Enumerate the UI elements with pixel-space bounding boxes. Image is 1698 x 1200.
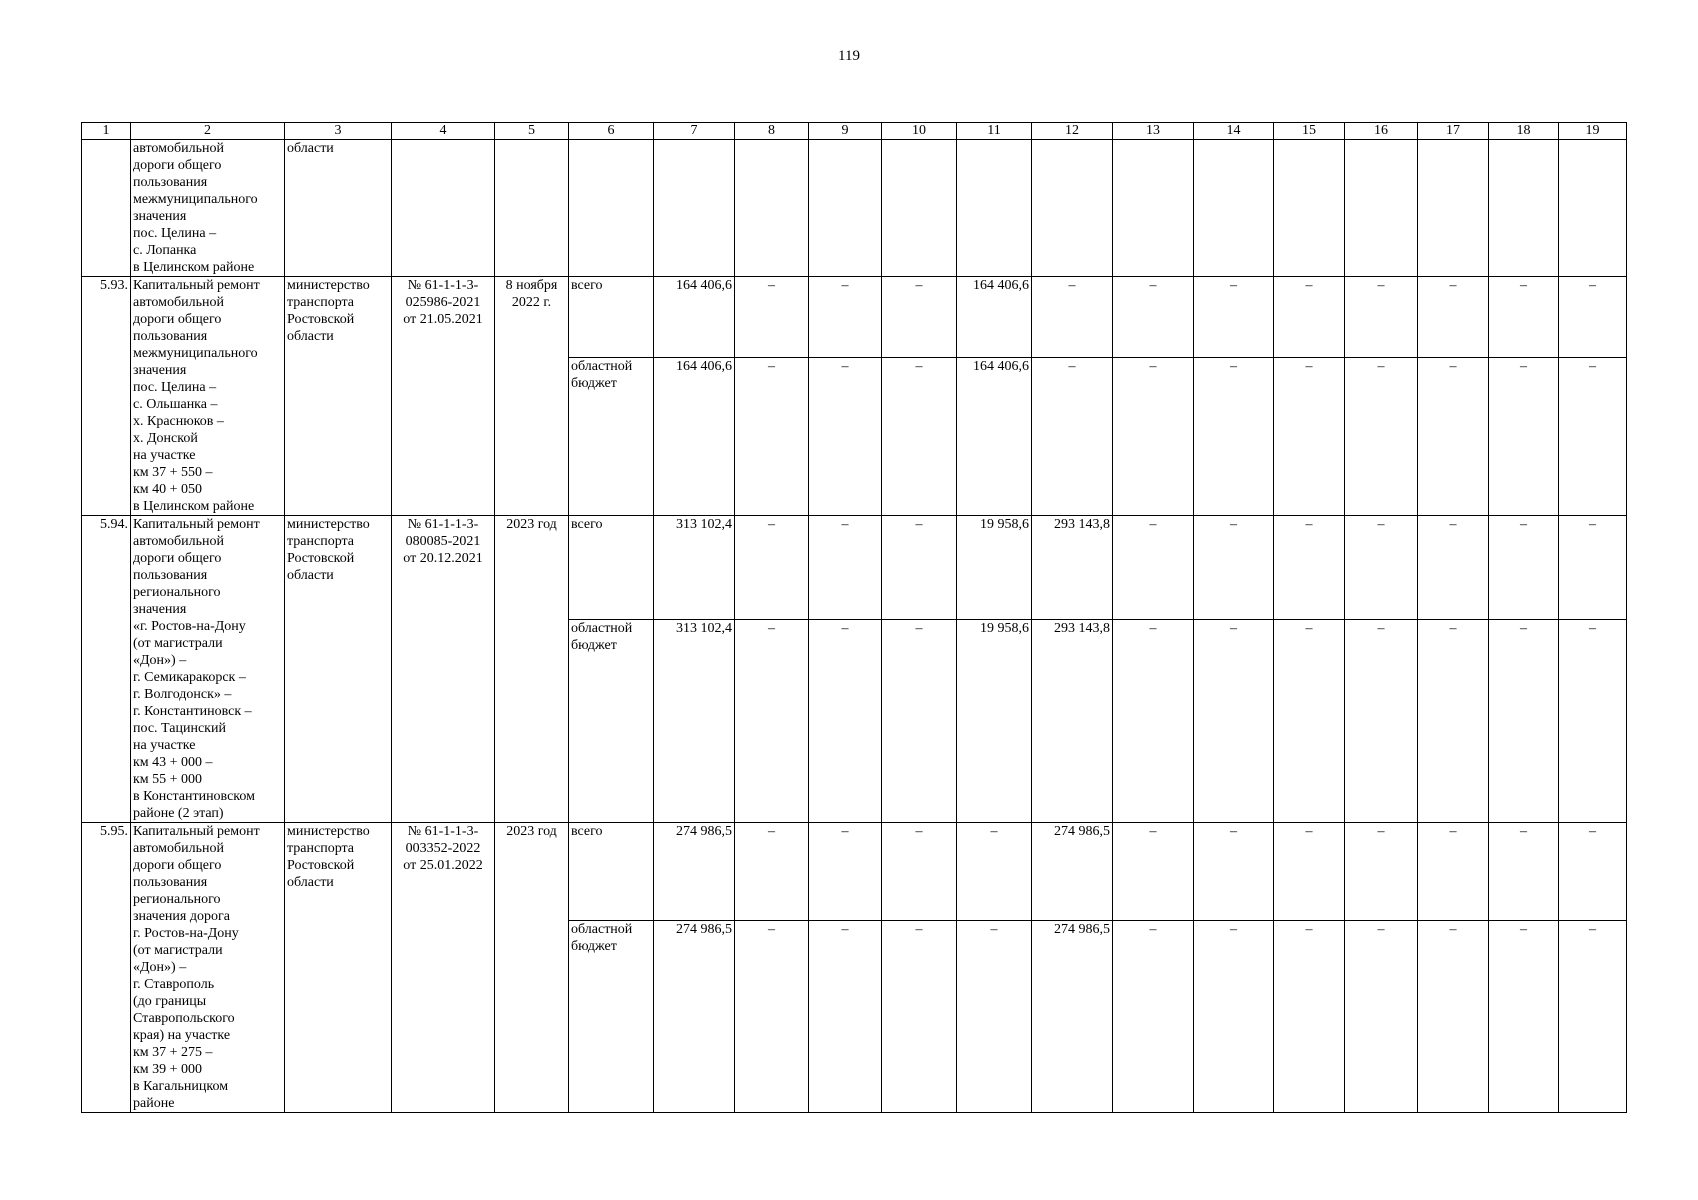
amount-cell: 274 986,5 <box>654 823 735 921</box>
item-row-total <box>82 516 1627 620</box>
amount-cell: – <box>809 516 882 620</box>
amount-cell: – <box>735 358 809 516</box>
amount-cell: – <box>957 921 1032 1113</box>
amount-cell: – <box>1113 516 1194 620</box>
amount-cell: – <box>1559 277 1627 358</box>
responsible-cell: министерство транспорта Ростовской области <box>285 516 392 823</box>
column-header: 4 <box>392 123 495 140</box>
amount-cell: – <box>1418 358 1489 516</box>
continuation-row <box>82 140 1627 277</box>
amount-cell: – <box>1113 823 1194 921</box>
amount-cell: 164 406,6 <box>654 358 735 516</box>
amount-cell: – <box>809 921 882 1113</box>
column-numbers-row <box>82 123 1627 140</box>
amount-cell: – <box>882 358 957 516</box>
funding-source-cell: областной бюджет <box>569 620 654 823</box>
page-number: 119 <box>838 48 860 64</box>
responsible-cell: области <box>285 140 392 277</box>
column-header: 3 <box>285 123 392 140</box>
column-header: 19 <box>1559 123 1627 140</box>
column-header: 16 <box>1345 123 1418 140</box>
amount-cell: – <box>1418 921 1489 1113</box>
column-header: 11 <box>957 123 1032 140</box>
amount-cell: – <box>1194 620 1274 823</box>
item-row-total <box>82 277 1627 358</box>
amount-cell: – <box>1559 516 1627 620</box>
row-number-cell <box>82 140 131 277</box>
amount-cell: – <box>1418 620 1489 823</box>
amount-cell: 274 986,5 <box>1032 823 1113 921</box>
column-header: 5 <box>495 123 569 140</box>
amount-cell: – <box>1274 620 1345 823</box>
amount-cell: – <box>1489 516 1559 620</box>
amount-cell: – <box>882 620 957 823</box>
amount-cell: – <box>809 620 882 823</box>
amount-cell: – <box>735 620 809 823</box>
amount-cell: – <box>735 921 809 1113</box>
document-cell: № 61-1-1-3- 080085-2021 от 20.12.2021 <box>392 516 495 823</box>
amount-cell: – <box>1418 516 1489 620</box>
amount-cell: 19 958,6 <box>957 620 1032 823</box>
amount-cell: – <box>1194 921 1274 1113</box>
amount-cell: 164 406,6 <box>957 358 1032 516</box>
amount-cell: – <box>1032 277 1113 358</box>
amount-cell: 293 143,8 <box>1032 620 1113 823</box>
amount-cell: – <box>735 823 809 921</box>
amount-cell: – <box>1559 921 1627 1113</box>
budget-table <box>81 122 1627 1113</box>
amount-cell: – <box>809 358 882 516</box>
amount-cell: – <box>1113 358 1194 516</box>
responsible-cell: министерство транспорта Ростовской области <box>285 823 392 1113</box>
amount-cell: – <box>1559 620 1627 823</box>
amount-cell: 164 406,6 <box>654 277 735 358</box>
amount-cell: – <box>1489 620 1559 823</box>
amount-cell: – <box>882 823 957 921</box>
amount-cell: 19 958,6 <box>957 516 1032 620</box>
funding-source-cell: всего <box>569 516 654 620</box>
column-header: 17 <box>1418 123 1489 140</box>
amount-cell: – <box>1274 921 1345 1113</box>
amount-cell: – <box>1345 277 1418 358</box>
column-header: 15 <box>1274 123 1345 140</box>
amount-cell: – <box>1194 277 1274 358</box>
amount-cell: – <box>1489 277 1559 358</box>
column-header: 1 <box>82 123 131 140</box>
column-header: 2 <box>131 123 285 140</box>
term-cell: 8 ноября 2022 г. <box>495 277 569 516</box>
amount-cell: 164 406,6 <box>957 277 1032 358</box>
column-header: 13 <box>1113 123 1194 140</box>
amount-cell: – <box>1274 516 1345 620</box>
row-number-cell: 5.95. <box>82 823 131 1113</box>
row-number-cell: 5.93. <box>82 277 131 516</box>
amount-cell: – <box>1489 358 1559 516</box>
column-header: 7 <box>654 123 735 140</box>
term-cell: 2023 год <box>495 823 569 1113</box>
amount-cell: – <box>882 516 957 620</box>
document-cell: № 61-1-1-3- 025986-2021 от 21.05.2021 <box>392 277 495 516</box>
amount-cell: 274 986,5 <box>1032 921 1113 1113</box>
term-cell: 2023 год <box>495 516 569 823</box>
object-name-cell: Капитальный ремонт автомобильной дороги общего пользования регионального значения «г. Ростов-на-Дону (от магистрали «Дон») – г. Семикаракорск – г. Волгодонск» – г. Константиновск – пос. Тацинский на участке км 43 + 000 – км 55 + 000 в Константиновском районе (2 этап) <box>131 516 285 823</box>
column-header: 14 <box>1194 123 1274 140</box>
amount-cell: 274 986,5 <box>654 921 735 1113</box>
responsible-cell: министерство транспорта Ростовской области <box>285 277 392 516</box>
column-header: 18 <box>1489 123 1559 140</box>
amount-cell: – <box>809 823 882 921</box>
object-name-cell: автомобильной дороги общего пользования межмуниципального значения пос. Целина – с. Лопанка в Целинском районе <box>131 140 285 277</box>
amount-cell: – <box>1274 277 1345 358</box>
amount-cell: – <box>1559 358 1627 516</box>
amount-cell: 313 102,4 <box>654 620 735 823</box>
funding-source-cell: областной бюджет <box>569 921 654 1113</box>
amount-cell: – <box>1559 823 1627 921</box>
amount-cell: – <box>1032 358 1113 516</box>
amount-cell: – <box>1489 823 1559 921</box>
amount-cell: – <box>1345 921 1418 1113</box>
amount-cell: – <box>957 823 1032 921</box>
amount-cell: – <box>1194 516 1274 620</box>
object-name-cell: Капитальный ремонт автомобильной дороги общего пользования межмуниципального значения пос. Целина – с. Ольшанка – х. Краснюков – х. Донской на участке км 37 + 550 – км 40 + 050 в Целинском районе <box>131 277 285 516</box>
amount-cell: 293 143,8 <box>1032 516 1113 620</box>
amount-cell: – <box>1113 921 1194 1113</box>
amount-cell: – <box>1345 620 1418 823</box>
amount-cell: – <box>1345 823 1418 921</box>
object-name-cell: Капитальный ремонт автомобильной дороги общего пользования регионального значения дорога г. Ростов-на-Дону (от магистрали «Дон») – г. Ставрополь (до границы Ставропольского края) на участке км 37 + 275 – км 39 + 000 в Кагальницком районе <box>131 823 285 1113</box>
amount-cell: – <box>809 277 882 358</box>
amount-cell: – <box>882 277 957 358</box>
amount-cell: – <box>882 921 957 1113</box>
amount-cell: – <box>1418 823 1489 921</box>
amount-cell: – <box>735 516 809 620</box>
funding-source-cell: областной бюджет <box>569 358 654 516</box>
amount-cell: 313 102,4 <box>654 516 735 620</box>
column-header: 6 <box>569 123 654 140</box>
column-header: 10 <box>882 123 957 140</box>
funding-source-cell: всего <box>569 277 654 358</box>
item-row-total <box>82 823 1627 921</box>
column-header: 9 <box>809 123 882 140</box>
amount-cell: – <box>1274 823 1345 921</box>
amount-cell: – <box>1113 620 1194 823</box>
amount-cell: – <box>1345 516 1418 620</box>
document-cell: № 61-1-1-3- 003352-2022 от 25.01.2022 <box>392 823 495 1113</box>
column-header: 8 <box>735 123 809 140</box>
column-header: 12 <box>1032 123 1113 140</box>
amount-cell: – <box>1489 921 1559 1113</box>
amount-cell: – <box>735 277 809 358</box>
row-number-cell: 5.94. <box>82 516 131 823</box>
funding-source-cell: всего <box>569 823 654 921</box>
amount-cell: – <box>1418 277 1489 358</box>
amount-cell: – <box>1345 358 1418 516</box>
amount-cell: – <box>1194 823 1274 921</box>
amount-cell: – <box>1194 358 1274 516</box>
amount-cell: – <box>1274 358 1345 516</box>
amount-cell: – <box>1113 277 1194 358</box>
